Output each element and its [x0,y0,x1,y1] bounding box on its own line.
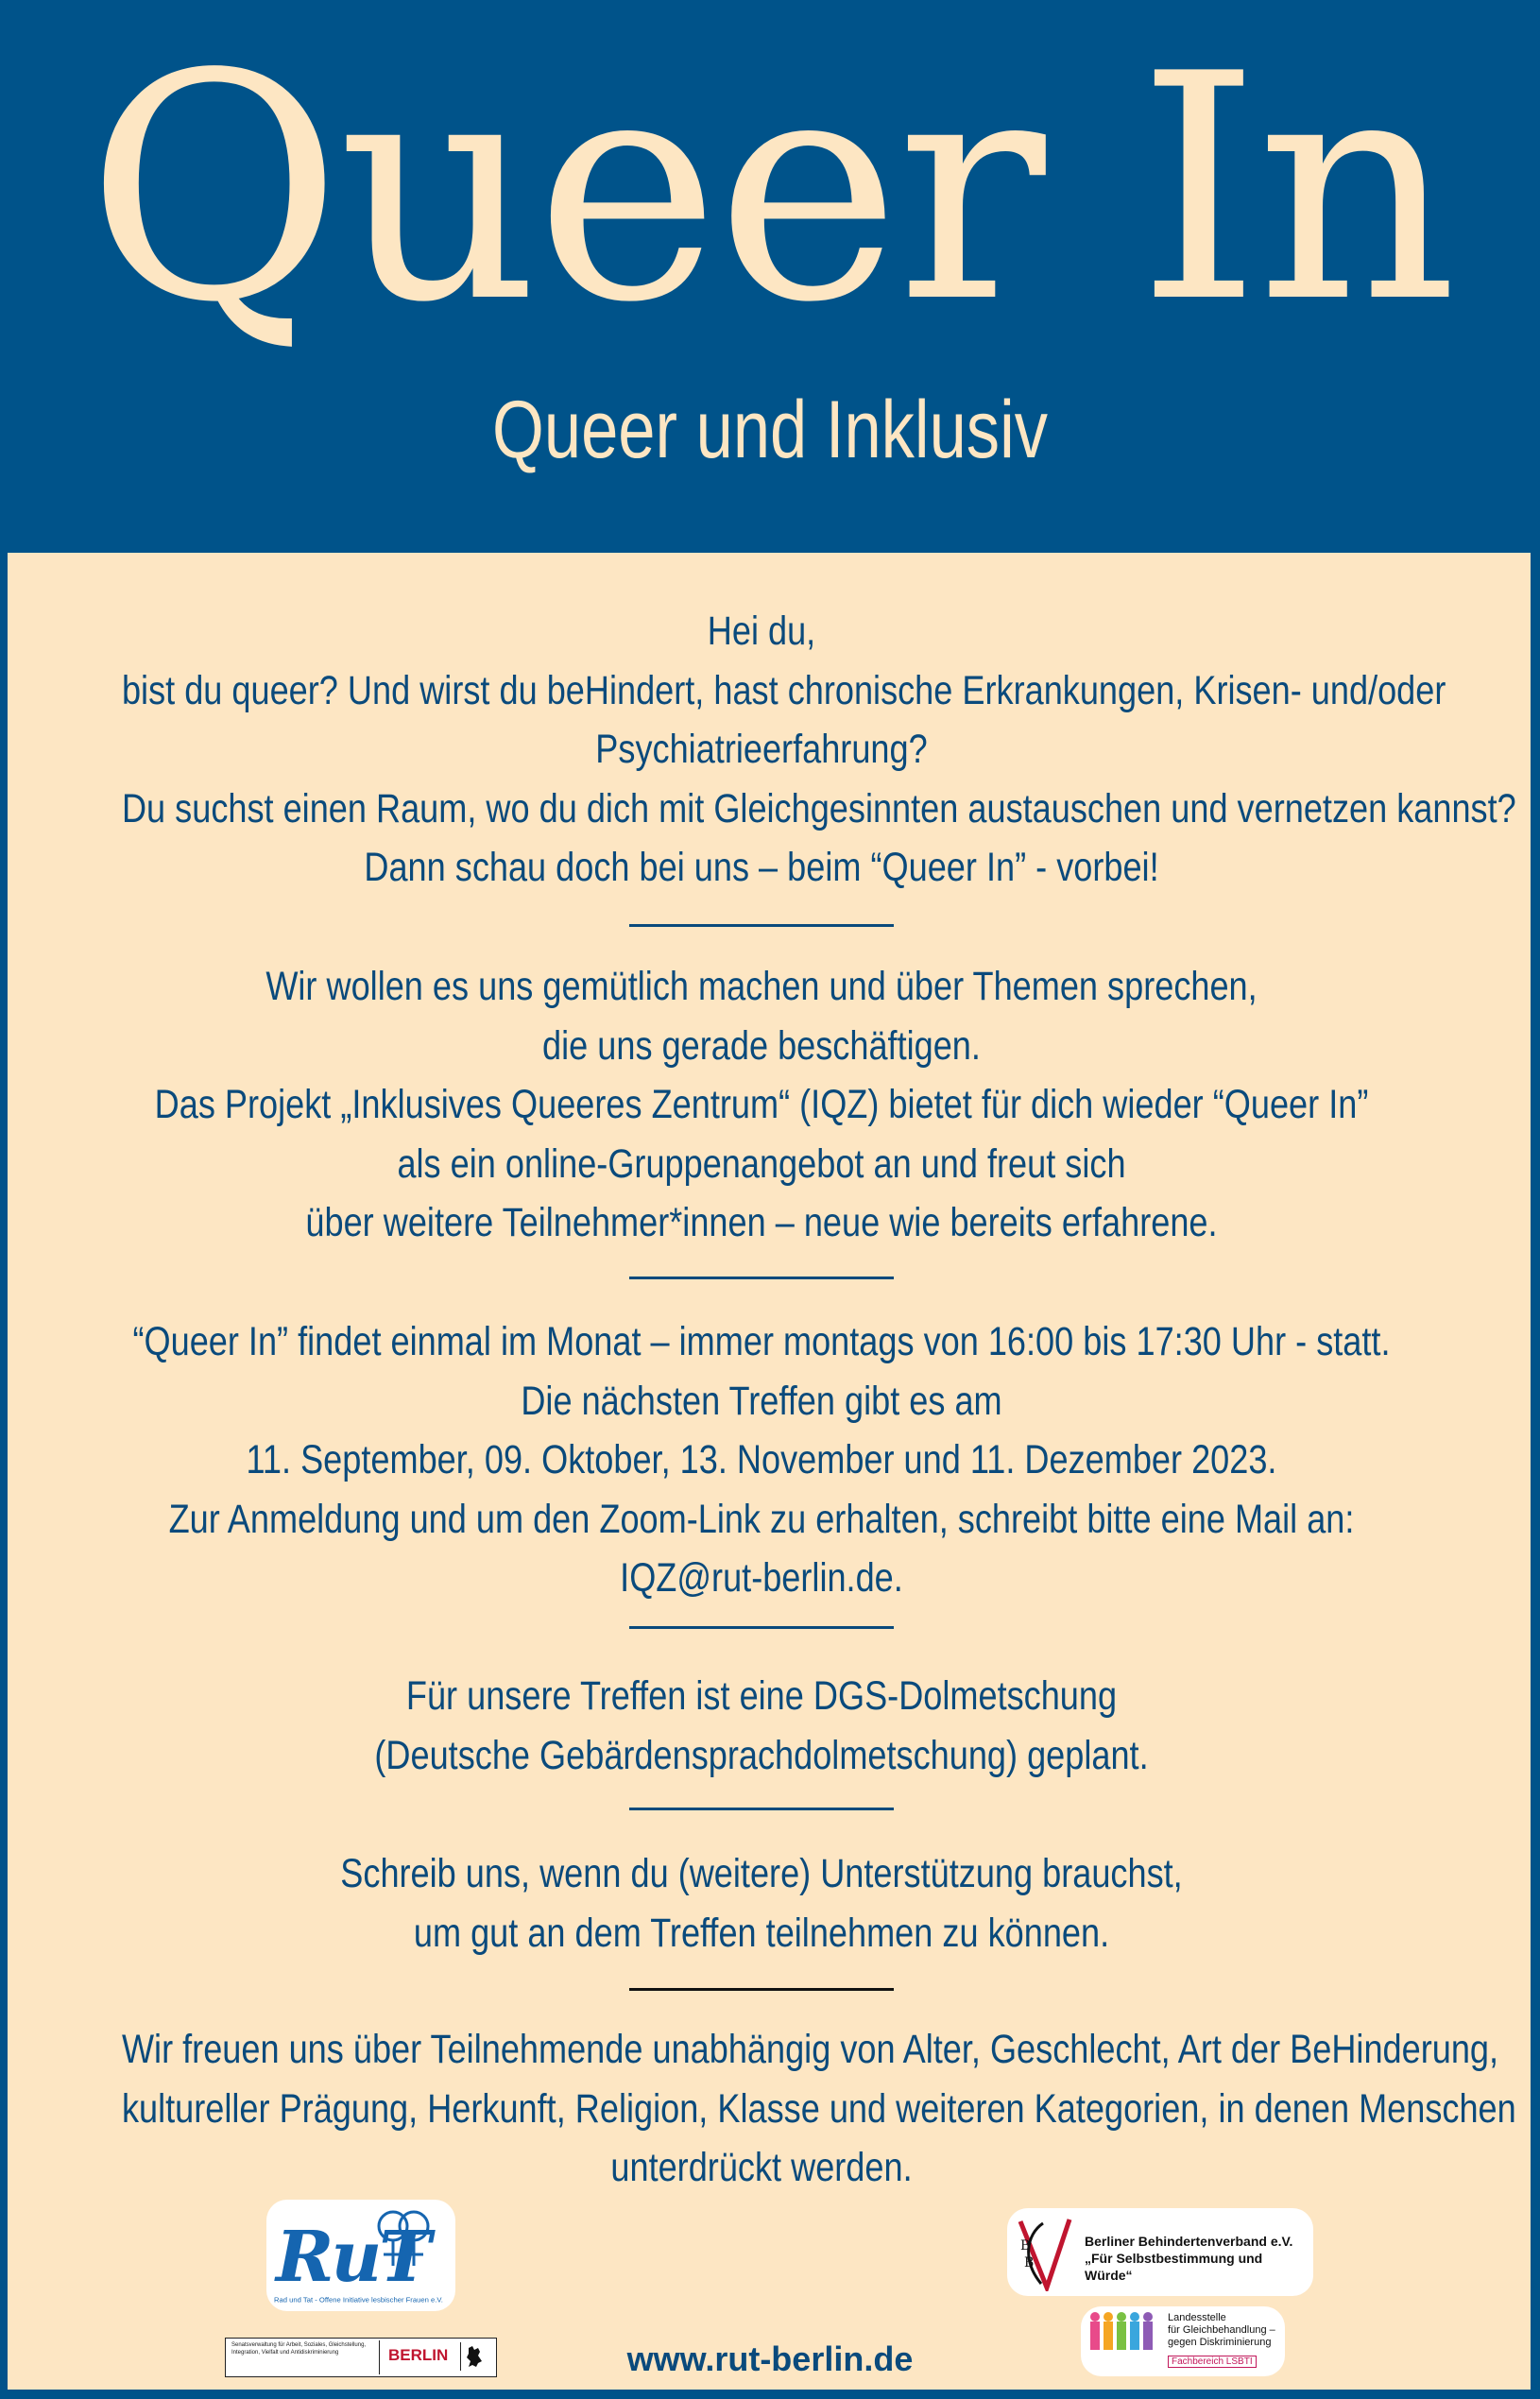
text-line: “Queer In” findet einmal im Monat – immer montags von 16:00 bis 17:30 Uhr - statt. [132,1319,1391,1364]
text-line: Die nächsten Treffen gibt es am [521,1378,1002,1424]
rut-logo [266,2200,455,2311]
text-line: als ein online-Gruppenangebot an und freut sich [397,1140,1126,1187]
about-section [0,957,1523,1253]
text-line: Für unsere Treffen ist eine DGS-Dolmetschung [405,1673,1118,1719]
dgs-section [0,1667,1523,1785]
berlin-wordmark: BERLIN [388,2346,449,2364]
rut-logo-caption: Rad und Tat - Offene Initiative lesbischer Frauen e.V. [274,2295,443,2304]
venus-symbols-icon [370,2207,450,2273]
section-divider [629,1808,894,1810]
bbv-emblem-icon [1015,2214,1077,2291]
text-line: unterdrückt werden. [610,2145,913,2190]
intro-section [0,602,1523,898]
page-subtitle: Queer und Inklusiv [492,385,1048,475]
text-line: (Deutsche Gebärdensprachdolmetschung) geplant. [374,1732,1149,1778]
text-line: Schreib uns, wenn du (weitere) Unterstützung brauchst, [340,1851,1183,1896]
text-line: Dann schau doch bei uns – beim “Queer In” - vorbei! [364,845,1159,890]
senat-text: Senatsverwaltung für Arbeit, Soziales, Gleichstellung, Integration, Vielfalt und Antidiskriminierung [231,2342,367,2356]
page-title: Queer In [86,8,1454,370]
svg-text:B: B [1020,2238,1031,2253]
header-banner [0,0,1540,553]
support-section [0,1844,1523,1962]
lgd-badge: Fachbereich LSBTI [1168,2356,1257,2368]
text-line: Das Projekt „Inklusives Queeres Zentrum“ (IQZ) bietet für dich wieder “Queer In” [154,1082,1369,1127]
text-line: Wir freuen uns über Teilnehmende unabhängig von Alter, Geschlecht, Art der BeHinderung, [121,2027,1499,2072]
bbv-logo-text [1085,2233,1313,2284]
section-divider [629,1988,894,1991]
text-line: kultureller Prägung, Herkunft, Religion, Klasse und weiteren Kategorien, in denen Menschen [121,2085,1516,2132]
text-line: Wir wollen es uns gemütlich machen und über Themen sprechen, [265,964,1258,1009]
website-link[interactable]: www.rut-berlin.de [626,2339,914,2378]
section-divider [629,1277,894,1279]
text-line: 11. September, 09. Oktober, 13. November und 11. Dezember 2023. [246,1437,1277,1482]
lgd-line: für Gleichbehandlung – [1168,2324,1275,2336]
rut-logo-text: RuT [276,2217,429,2298]
text-line: die uns gerade beschäftigen. [542,1022,981,1069]
lgd-line: gegen Diskriminierung [1168,2337,1272,2348]
svg-text:B: B [1024,2255,1035,2270]
lgd-line: Landesstelle [1168,2312,1226,2323]
bbv-name: Berliner Behindertenverband e.V. [1085,2234,1293,2249]
section-divider [629,1626,894,1629]
text-line: um gut an dem Treffen teilnehmen zu können. [413,1910,1110,1956]
bbv-motto: „Für Selbstbestimmung und Würde“ [1085,2251,1263,2283]
text-line: Zur Anmeldung und um den Zoom-Link zu erhalten, schreibt bitte eine Mail an: [168,1496,1355,1542]
schedule-section [0,1312,1523,1608]
text-line: Hei du, [707,608,816,654]
text-line: über weitere Teilnehmer*innen – neue wie bereits erfahrene. [305,1200,1218,1245]
text-line: Psychiatrieerfahrung? [595,727,928,772]
email-link[interactable]: IQZ@rut-berlin.de. [620,1555,903,1601]
inclusion-section [0,2020,1523,2198]
section-divider [629,924,894,927]
bbv-logo [1007,2208,1313,2296]
text-line: bist du queer? Und wirst du beHindert, hast chronische Erkrankungen, Krisen- und/oder [121,667,1446,713]
text-line: Du suchst einen Raum, wo du dich mit Gleichgesinnten austauschen und vernetzen kannst? [121,785,1516,831]
